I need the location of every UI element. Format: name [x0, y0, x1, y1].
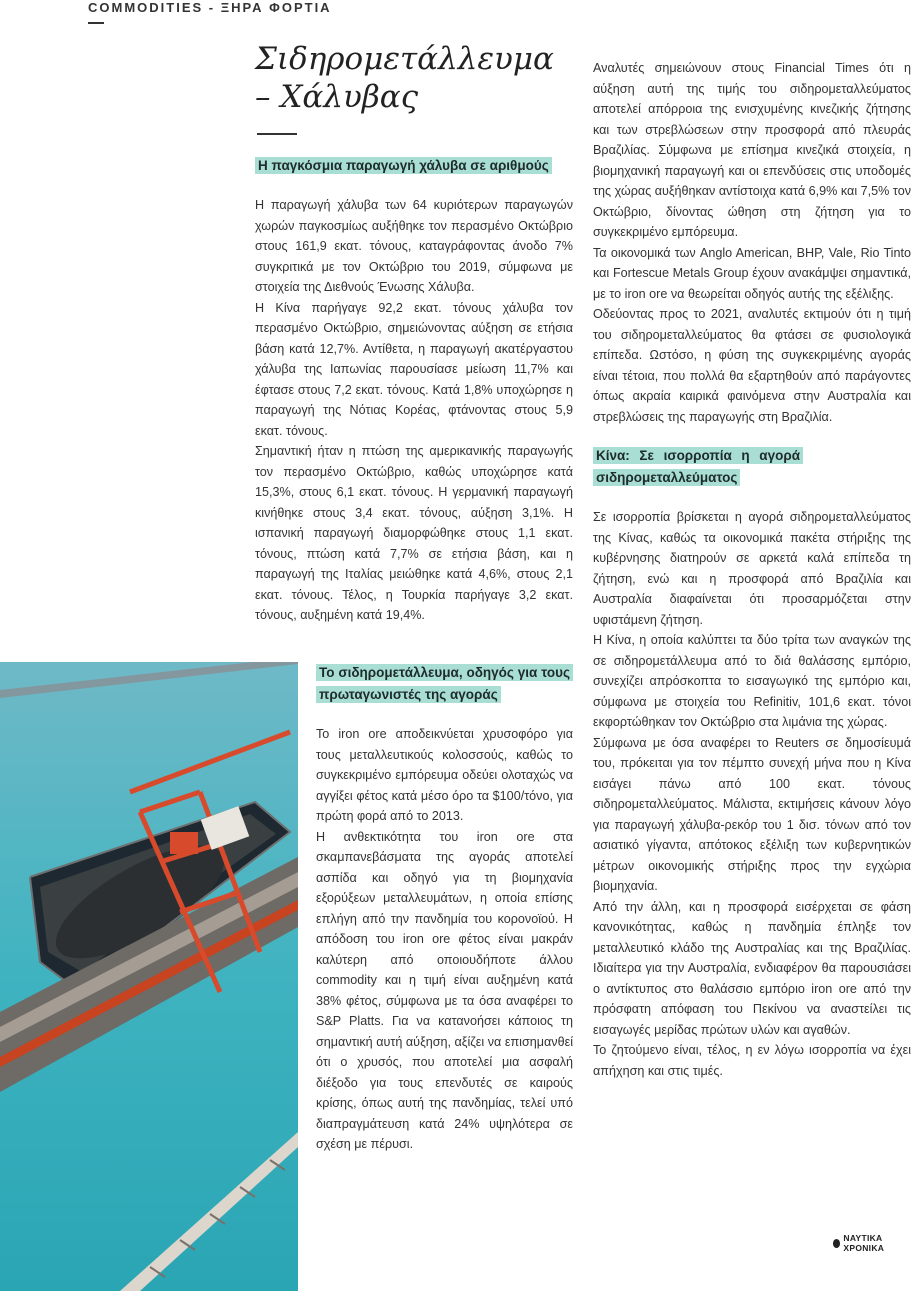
article-title: [255, 40, 575, 116]
column-2: [316, 662, 573, 1155]
paragraph: Σε ισορροπία βρίσκεται η αγορά σιδηρομεταλλεύματος της Κίνας, καθώς τα οικονομικά πακέτα στήριξης της κυβέρνησης διατηρούν σε αρκετά καλά επίπεδα τη ζήτηση, ενώ και η προσφορά από Βραζιλία και Αυστραλία διαφαίνεται ότι προσαρμόζεται στην υφιστάμενη ζήτηση.: [593, 510, 911, 627]
port-photo: [0, 662, 298, 1291]
logo-icon: [833, 1239, 840, 1248]
paragraph: Η Κίνα παρήγαγε 92,2 εκατ. τόνους χάλυβα τον περασμένο Οκτώβριο, σημειώνοντας αύξηση σε ετήσια βάση κατά 12,7%. Αντίθετα, η παραγωγή ακατέργαστου χάλυβα της Ιαπωνίας παρουσίασε μείωση 11,7% και έφτασε στους 7,2 εκατ. τόνους. Κατά 1,8% υποχώρησε η παραγωγή της Νότιας Κορέας, φτάνοντας στους 5,9 εκατ. τόνους.: [255, 300, 573, 438]
subhead-china-balance: Κίνα: Σε ισορροπία η αγορά σιδηρομεταλλεύματος: [593, 447, 803, 486]
logo-text: ΝΑΥΤΙΚΑ ΧΡΟΝΙΚΑ: [843, 1233, 885, 1253]
column-3: [593, 58, 911, 1081]
paragraph: Η παραγωγή χάλυβα των 64 κυριότερων παραγωγών χωρών παγκοσμίως αυξήθηκε τον περασμένο Οκτώβριο στους 161,9 εκατ. τόνους, καταγράφοντας άνοδο 7% συγκριτικά με τον Οκτώβριο του 2019, σύμφωνα με στοιχεία της Διεθνούς Ένωσης Χάλυβα.: [255, 198, 573, 294]
paragraph: Οδεύοντας προς το 2021, αναλυτές εκτιμούν ότι η τιμή του σιδηρομεταλλεύματος θα φτάσει σε φυσιολογικά επίπεδα. Ωστόσο, η φύση της συγκεκριμένης αγοράς είναι τέτοια, που πολλά θα εξαρτηθούν από παράγοντες όπως ακραία καιρικά φαινόμενα στην Αυστραλία και στρεβλώσεις της παραγωγής στη Βραζιλία.: [593, 307, 911, 424]
column-1: [255, 155, 573, 626]
section-label: COMMODITIES - ΞΗΡΑ ΦΟΡΤΙΑ: [88, 0, 332, 15]
paragraph: Η ανθεκτικότητα του iron ore στα σκαμπανεβάσματα της αγοράς αποτελεί ασπίδα και οδηγό για τη βιομηχανία εξορύξεων μεταλλευμάτων, η οποία επίσης επλήγη από την πανδημία του κορονοϊού. Η απόδοση του iron ore φέτος είναι μακράν καλύτερη από οποιουδήποτε άλλου commodity και η τιμή είναι αυξημένη κατά 38% φέτος, σύμφωνα με τα όσα αναφέρει το S&P Platts. Για να κατανοήσει κάποιος τη σημαντική αυτή αύξηση, αξίζει να επισημανθεί ότι ο χρυσός, που αποτελεί μια ασφαλή διέξοδο για τους επενδυτές σε καιρούς κρίσης, όπως αυτή της πανδημίας, τελεί υπό διαπραγμάτευση κατά 24% υψηλότερα σε σχέση με πέρυσι.: [316, 829, 573, 1151]
header-rule: [88, 22, 104, 24]
title-line-2: – Χάλυβας: [255, 79, 419, 115]
paragraph: Η Κίνα, η οποία καλύπτει τα δύο τρίτα των αναγκών της σε σιδηρομετάλλευμα από το διά θαλάσσης εμπόριο, συνεχίζει απρόσκοπτα το εισαγωγικό της εμπόριο και, σύμφωνα με στοιχεία του Refinitiv, 101,6 εκατ. τόνοι εκφορτώθηκαν τον Οκτώβριο στα λιμάνια της χώρας.: [593, 633, 911, 729]
publication-logo: [833, 1233, 911, 1253]
paragraph: Το ζητούμενο είναι, τέλος, η εν λόγω ισορροπία να έχει απήχηση και στις τιμές.: [593, 1043, 911, 1078]
paragraph: Το iron ore αποδεικνύεται χρυσοφόρο για τους μεταλλευτικούς κολοσσούς, καθώς το συγκεκριμένο εμπόρευμα οδεύει ολοταχώς να αγγίξει φέτος κατά μέσο όρο τα $100/τόνο, για πρώτη φορά από το 2013.: [316, 727, 573, 823]
subhead-iron-ore-driver: Το σιδηρομετάλλευμα, οδηγός για τους πρωταγωνιστές της αγοράς: [316, 664, 573, 703]
title-line-1: Σιδηρομετάλλευμα: [255, 41, 554, 77]
subhead-world-steel: Η παγκόσμια παραγωγή χάλυβα σε αριθμούς: [255, 157, 552, 174]
paragraph: Σημαντική ήταν η πτώση της αμερικανικής παραγωγής τον περασμένο Οκτώβριο, καθώς υποχώρησε κατά 15,3%, στους 6,1 εκατ. τόνους. Η γερμανική παραγωγή κινήθηκε στους 3,4 εκατ. τόνους, αύξηση 3,1%. Η ισπανική παραγωγή διαμορφώθηκε στους 1,1 εκατ. τόνους, πτώση κατά 7,7% σε ετήσια βάση, και η παραγωγή της Ιταλίας μειώθηκε κατά 4,6%, στους 2,1 εκατ. τόνους. Τέλος, η Τουρκία παρήγαγε 3,2 εκατ. τόνους, αυξημένη κατά 19,4%.: [255, 444, 573, 622]
paragraph: Από την άλλη, και η προσφορά εισέρχεται σε φάση κανονικότητας, καθώς η πανδημία έπληξε τον μεταλλευτικό κλάδο της Αυστραλίας και της Βραζιλίας. Ιδιαίτερα για την Αυστραλία, ενδιαφέρον θα παρουσιάσει ο αντίκτυπος στο θαλάσσιο εμπόριο iron ore από την πρόσφατη απόφαση του Πεκίνου να αναστείλει τις εισαγωγές μερίδας πρώτων υλών και αγαθών.: [593, 899, 911, 1037]
paragraph: Σύμφωνα με όσα αναφέρει το Reuters σε δημοσίευμά του, πρόκειται για τον πέμπτο συνεχή μήνα που η Κίνα εισάγει πάνω από 100 εκατ. τόνους σιδηρομεταλλεύματος. Μάλιστα, εκτιμήσεις κάνουν λόγο για παραγωγή χάλυβα-ρεκόρ του 1 δισ. τόνων από τον ασιατικό γίγαντα, απότοκος εξέλιξη των κυβερνητικών μέτρων οικονομικής στήριξης προς την εγχώρια βιομηχανία.: [593, 735, 911, 893]
paragraph: Αναλυτές σημειώνουν στους Financial Times ότι η αύξηση αυτή της τιμής του σιδηρομεταλλεύματος αποτελεί απόρροια της ενισχυμένης κινεζικής ζήτησης και των στρεβλώσεων στην προσφορά από πλευράς Βραζιλίας. Σύμφωνα με επίσημα κινεζικά στοιχεία, η βιομηχανική παραγωγή και οι επενδύσεις στις υποδομές της χώρας αυξήθηκαν αντίστοιχα κατά 6,9% και 7,5% τον Οκτώβριο, δίνοντας ώθηση στη ζήτηση για το συγκεκριμένο εμπόρευμα.: [593, 61, 911, 239]
paragraph: Τα οικονομικά των Anglo American, BHP, Vale, Rio Tinto και Fortescue Metals Group έχουν ανακάμψει σημαντικά, με το iron ore να θεωρείται οδηγός αυτής της εξέλιξης.: [593, 245, 911, 301]
title-rule: [257, 133, 297, 135]
